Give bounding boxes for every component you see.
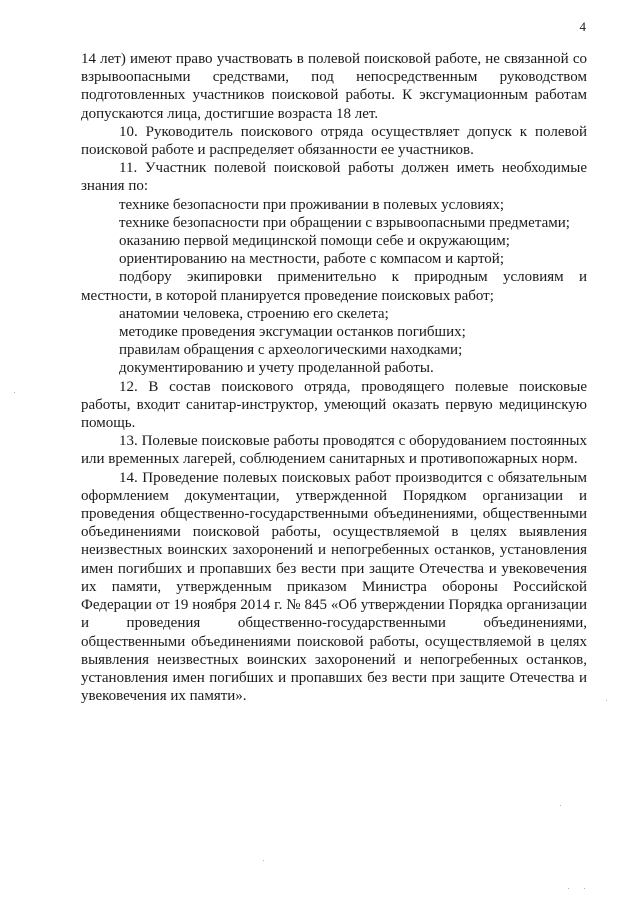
paragraph-12: 12. В состав поискового отряда, проводящего полевые поисковые работы, входит санитар-инструктор, умеющий оказать первую медицинскую помощь. (81, 378, 587, 432)
page-number: 4 (579, 19, 586, 34)
knowledge-item: документированию и учету проделанной работы. (119, 360, 434, 377)
paragraph-continued: 14 лет) имеют право участвовать в полевой поисковой работе, не связанной со взрывоопасными средствами, под непосредственным руководством подготовленных участников поисковой работы. К эксгумационным работам допускаются лица, достигшие возраста 18 лет. (81, 51, 587, 122)
knowledge-list (81, 196, 587, 378)
scan-speck (606, 700, 607, 701)
scan-speck (560, 805, 561, 806)
knowledge-item: технике безопасности при проживании в полевых условиях; (119, 196, 504, 213)
paragraph-11-intro: 11. Участник полевой поисковой работы должен иметь необходимые знания по: (81, 160, 587, 195)
scan-speck (584, 888, 585, 889)
knowledge-item: ориентированию на местности, работе с компасом и картой; (119, 251, 505, 268)
paragraph-13: 13. Полевые поисковые работы проводятся с оборудованием постоянных или временных лагерей, соблюдением санитарных и противопожарных норм. (81, 433, 587, 468)
knowledge-item: анатомии человека, строению его скелета; (119, 305, 389, 322)
knowledge-item: технике безопасности при обращении с взрывоопасными предметами; (119, 214, 570, 231)
knowledge-item: оказанию первой медицинской помощи себе и окружающим; (119, 233, 510, 250)
document-body (81, 50, 587, 705)
knowledge-item: подбору экипировки применительно к природным условиям и местности, в которой планируется проведение поисковых работ; (81, 269, 587, 304)
scan-speck (568, 888, 569, 889)
knowledge-item: правилам обращения с археологическими находками; (119, 342, 463, 359)
knowledge-item: методике проведения эксгумации останков погибших; (119, 324, 466, 341)
paragraph-10: 10. Руководитель поискового отряда осуществляет допуск к полевой поисковой работе и распределяет обязанности ее участников. (81, 123, 587, 159)
scan-speck (14, 392, 15, 393)
paragraph-14: 14. Проведение полевых поисковых работ производится с обязательным оформлением документации, утвержденной Порядком организации и проведения общественно-государственными объединениями, общественными объединениями поисковой работы, осуществляемой в целях выявления неизвестных воинских захоронений и непогребенных останков, установления имен погибших и пропавших без вести при защите Отечества и увековечения их памяти, утвержденным приказом Министра обороны Российской Федерации от 19 ноября 2014 г. № 845 «Об утверждении Порядка организации и проведения общественно-государственными объединениями, общественными объединениями поисковой работы, осуществляемой в целях выявления неизвестных воинских захоронений и непогребенных останков, установления имен погибших и пропавших без вести при защите Отечества и увековечения их памяти». (81, 469, 587, 705)
scan-speck (263, 860, 264, 861)
